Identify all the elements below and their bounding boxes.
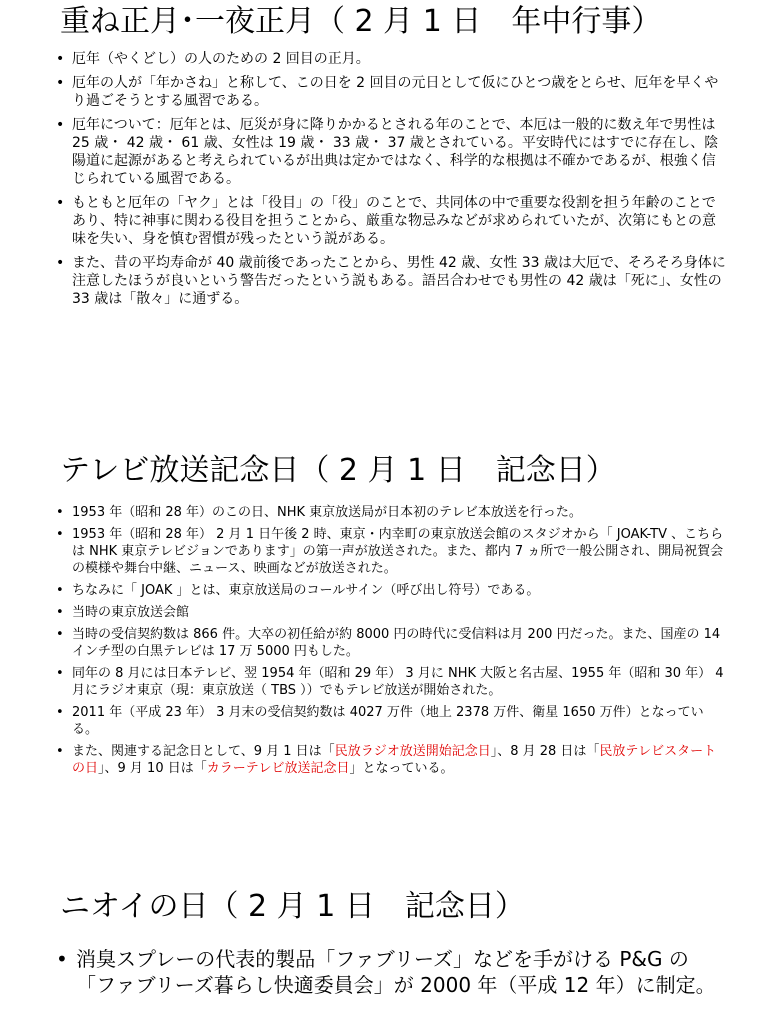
- list-item: • 厄年の人が「年かさね」と称して、この日を 2 回目の元日として仮にひとつ歳をとらせ、厄年を早くやり過ごそうとする風習である。: [56, 75, 719, 109]
- section-title: テレビ放送記念日（ 2 月 1 日 記念日）: [60, 453, 616, 488]
- bullet-icon: •: [56, 744, 64, 759]
- list-item: • 1953 年（昭和 28 年） 2 月 1 日午後 2 時、東京・内幸町の東京放送会館のスタジオから「 JOAK-TV 、こちらは NHK 東京テレビジョンであります」の第一声が放送された。また、都内 7 ヵ所で一般公開され、開局祝賀会の模様や舞台中継、ニュース、映画などが放送された。: [56, 527, 724, 576]
- list-item: • 当時の東京放送会館: [56, 605, 190, 620]
- bullet-icon: •: [56, 75, 65, 91]
- bullet-icon: •: [56, 666, 64, 681]
- bullet-icon: •: [56, 947, 68, 971]
- bullet-icon: •: [56, 527, 64, 542]
- section-tv-broadcast-day: [56, 452, 728, 782]
- bullet-list: [56, 50, 728, 308]
- bullet-icon: •: [56, 195, 65, 211]
- bullet-icon: •: [56, 505, 64, 520]
- section-title: ニオイの日（ 2 月 1 日 記念日）: [60, 889, 525, 924]
- bullet-icon: •: [56, 51, 65, 67]
- list-item: • 厄年（やくどし）の人のための 2 回目の正月。: [56, 51, 370, 67]
- list-item: • また、昔の平均寿命が 40 歳前後であったことから、男性 42 歳、女性 33 歳は大厄で、そろそろ身体に注意したほうが良いという警告だったという説もある。語呂合わせでも男性の 42 歳は「死に」、女性の 33 歳は「散々」に通ずる。: [56, 255, 726, 307]
- link-minpo-radio-day[interactable]: 民放ラジオ放送開始記念日: [334, 744, 491, 759]
- list-item: • 当時の受信契約数は 866 件。大卒の初任給が約 8000 円の時代に受信料は月 200 円だった。また、国産の 14 インチ型の白黒テレビは 17 万 5000 円もした。: [56, 627, 721, 659]
- bullet-icon: •: [56, 605, 64, 620]
- list-item: • 同年の 8 月には日本テレビ、翌 1954 年（昭和 29 年） 3 月に NHK 大阪と名古屋、1955 年（昭和 30 年） 4 月にラジオ東京（現：東京放送（ TBS ））でもテレビ放送が開始された。: [56, 666, 724, 698]
- section-title: 重ね正月･一夜正月（ 2 月 1 日 年中行事）: [60, 4, 662, 39]
- bullet-icon: •: [56, 583, 64, 598]
- link-color-tv-day[interactable]: カラーテレビ放送記念日: [206, 761, 350, 776]
- list-item: • ちなみに「 JOAK 」とは、東京放送局のコールサイン（呼び出し符号）である。: [56, 583, 540, 598]
- bullet-icon: •: [56, 705, 64, 720]
- list-item: • もともと厄年の「ヤク」とは「役目」の「役」のことで、共同体の中で重要な役割を担う年齢のことであり、特に神事に関わる役目を担うことから、厳重な物忌みなどが求められていたが、次第にもとの意味を失い、身を慎む習慣が残ったという説がある。: [56, 195, 716, 247]
- section-nioi-day: [56, 888, 728, 998]
- bullet-icon: •: [56, 255, 65, 271]
- section-kasane-shogatsu: [56, 4, 728, 314]
- bullet-icon: •: [56, 627, 64, 642]
- list-item: • 1953 年（昭和 28 年）のこの日、NHK 東京放送局が日本初のテレビ本放送を行った。: [56, 505, 582, 520]
- bullet-list: [56, 504, 728, 777]
- list-item: • また、関連する記念日として、9 月 1 日は「民放ラジオ放送開始記念日」、8 月 28 日は「民放テレビスタートの日」、9 月 10 日は「カラーテレビ放送記念日」となっている。: [56, 744, 717, 776]
- bullet-icon: •: [56, 117, 65, 133]
- bullet-list: [56, 946, 728, 998]
- list-item: • 厄年について：厄年とは、厄災が身に降りかかるとされる年のことで、本厄は一般的に数え年で男性は 25 歳・ 42 歳・ 61 歳、女性は 19 歳・ 33 歳・ 37 歳とされている。平安時代にはすでに存在し、陰陽道に起源があると考えられているが出典は定かではなく、科学的な根拠は不確かであるが、根強く信じられている風習である。: [56, 117, 719, 187]
- list-item: • 2011 年（平成 23 年） 3 月末の受信契約数は 4027 万件（地上 2378 万件、衛星 1650 万件）となっている。: [56, 705, 704, 737]
- list-item: • 消臭スプレーの代表的製品「ファブリーズ」などを手がける P&G の「ファブリーズ暮らし快適委員会」が 2000 年（平成 12 年）に制定。: [56, 947, 716, 997]
- link-minpo-tv-start-day[interactable]: 民放テレビスタートの日: [72, 744, 717, 776]
